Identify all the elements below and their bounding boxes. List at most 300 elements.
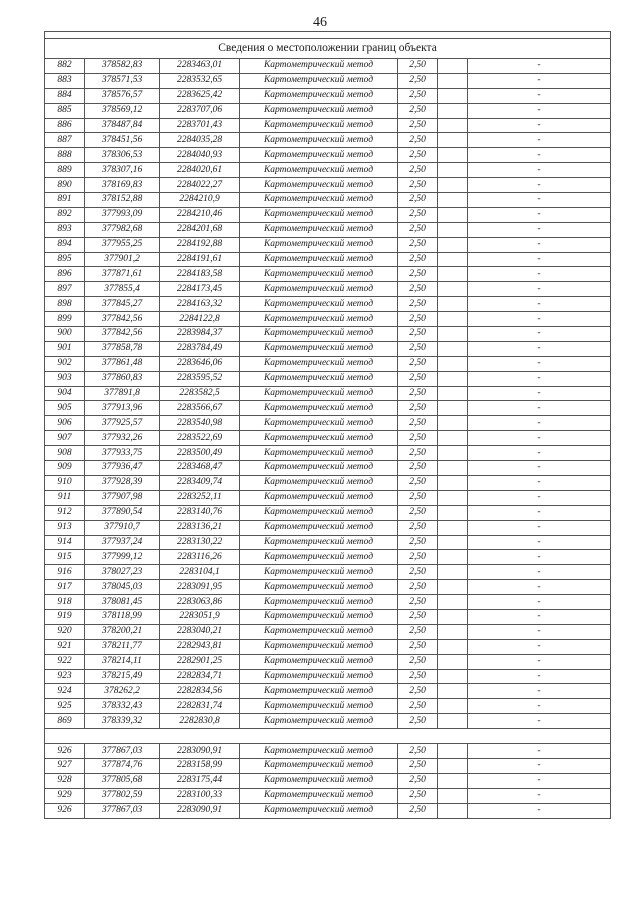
page-number: 46 (313, 15, 327, 30)
method-cell: Картометрический метод (240, 595, 398, 610)
y-coordinate-cell: 2284210,9 (160, 193, 240, 208)
empty-cell (438, 341, 468, 356)
section-separator-row (45, 729, 611, 744)
table-row (45, 252, 611, 267)
note-cell: - (468, 312, 611, 327)
point-number-cell: 918 (45, 595, 85, 610)
method-cell: Картометрический метод (240, 505, 398, 520)
table-row (45, 669, 611, 684)
method-cell: Картометрический метод (240, 416, 398, 431)
note-cell: - (468, 401, 611, 416)
y-coordinate-cell: 2284191,61 (160, 252, 240, 267)
method-cell: Картометрический метод (240, 267, 398, 282)
method-cell: Картометрический метод (240, 73, 398, 88)
empty-cell (438, 639, 468, 654)
note-cell: - (468, 669, 611, 684)
point-number-cell: 904 (45, 386, 85, 401)
note-cell: - (468, 207, 611, 222)
y-coordinate-cell: 2283566,67 (160, 401, 240, 416)
empty-cell (438, 356, 468, 371)
accuracy-cell: 2,50 (398, 118, 438, 133)
method-cell: Картометрический метод (240, 461, 398, 476)
x-coordinate-cell: 377928,39 (85, 475, 160, 490)
x-coordinate-cell: 378200,21 (85, 624, 160, 639)
point-number-cell: 921 (45, 639, 85, 654)
accuracy-cell: 2,50 (398, 505, 438, 520)
point-number-cell: 882 (45, 59, 85, 74)
table-row (45, 148, 611, 163)
x-coordinate-cell: 377891,8 (85, 386, 160, 401)
y-coordinate-cell: 2283707,06 (160, 103, 240, 118)
note-cell: - (468, 461, 611, 476)
empty-cell (438, 624, 468, 639)
point-number-cell: 902 (45, 356, 85, 371)
accuracy-cell: 2,50 (398, 714, 438, 729)
x-coordinate-cell: 378152,88 (85, 193, 160, 208)
empty-cell (438, 446, 468, 461)
empty-cell (438, 133, 468, 148)
note-cell: - (468, 699, 611, 714)
point-number-cell: 906 (45, 416, 85, 431)
point-number-cell: 928 (45, 773, 85, 788)
note-cell: - (468, 595, 611, 610)
y-coordinate-cell: 2282834,71 (160, 669, 240, 684)
y-coordinate-cell: 2282901,25 (160, 654, 240, 669)
table-row (45, 327, 611, 342)
method-cell: Картометрический метод (240, 550, 398, 565)
table-row (45, 639, 611, 654)
empty-cell (438, 327, 468, 342)
x-coordinate-cell: 377867,03 (85, 744, 160, 759)
table-row (45, 699, 611, 714)
empty-cell (438, 520, 468, 535)
x-coordinate-cell: 377993,09 (85, 207, 160, 222)
y-coordinate-cell: 2283100,33 (160, 788, 240, 803)
note-cell: - (468, 252, 611, 267)
empty-cell (438, 163, 468, 178)
point-number-cell: 890 (45, 178, 85, 193)
x-coordinate-cell: 377936,47 (85, 461, 160, 476)
point-number-cell: 898 (45, 297, 85, 312)
x-coordinate-cell: 377860,83 (85, 371, 160, 386)
accuracy-cell: 2,50 (398, 758, 438, 773)
x-coordinate-cell: 377855,4 (85, 282, 160, 297)
x-coordinate-cell: 377925,57 (85, 416, 160, 431)
y-coordinate-cell: 2284020,61 (160, 163, 240, 178)
accuracy-cell: 2,50 (398, 312, 438, 327)
method-cell: Картометрический метод (240, 163, 398, 178)
point-number-cell: 919 (45, 609, 85, 624)
note-cell: - (468, 103, 611, 118)
table-row (45, 73, 611, 88)
table-row (45, 222, 611, 237)
header-spacer-cell (45, 32, 611, 39)
empty-cell (438, 773, 468, 788)
method-cell: Картометрический метод (240, 535, 398, 550)
note-cell: - (468, 88, 611, 103)
point-number-cell: 899 (45, 312, 85, 327)
y-coordinate-cell: 2283116,26 (160, 550, 240, 565)
accuracy-cell: 2,50 (398, 59, 438, 74)
y-coordinate-cell: 2283063,86 (160, 595, 240, 610)
y-coordinate-cell: 2282831,74 (160, 699, 240, 714)
accuracy-cell: 2,50 (398, 595, 438, 610)
note-cell: - (468, 327, 611, 342)
boundary-table (44, 31, 611, 819)
empty-cell (438, 193, 468, 208)
accuracy-cell: 2,50 (398, 371, 438, 386)
accuracy-cell: 2,50 (398, 237, 438, 252)
empty-cell (438, 490, 468, 505)
x-coordinate-cell: 378487,84 (85, 118, 160, 133)
accuracy-cell: 2,50 (398, 744, 438, 759)
empty-cell (438, 73, 468, 88)
accuracy-cell: 2,50 (398, 535, 438, 550)
method-cell: Картометрический метод (240, 297, 398, 312)
method-cell: Картометрический метод (240, 327, 398, 342)
x-coordinate-cell: 377932,26 (85, 431, 160, 446)
accuracy-cell: 2,50 (398, 73, 438, 88)
note-cell: - (468, 193, 611, 208)
empty-cell (438, 416, 468, 431)
y-coordinate-cell: 2283701,43 (160, 118, 240, 133)
x-coordinate-cell: 377871,61 (85, 267, 160, 282)
empty-cell (438, 654, 468, 669)
empty-cell (438, 252, 468, 267)
point-number-cell: 927 (45, 758, 85, 773)
empty-cell (438, 595, 468, 610)
separator-cell (45, 729, 611, 744)
note-cell: - (468, 267, 611, 282)
table-row (45, 550, 611, 565)
note-cell: - (468, 803, 611, 818)
x-coordinate-cell: 378451,56 (85, 133, 160, 148)
point-number-cell: 884 (45, 88, 85, 103)
method-cell: Картометрический метод (240, 386, 398, 401)
note-cell: - (468, 758, 611, 773)
empty-cell (438, 401, 468, 416)
accuracy-cell: 2,50 (398, 803, 438, 818)
note-cell: - (468, 148, 611, 163)
note-cell: - (468, 431, 611, 446)
y-coordinate-cell: 2283468,47 (160, 461, 240, 476)
accuracy-cell: 2,50 (398, 446, 438, 461)
method-cell: Картометрический метод (240, 341, 398, 356)
note-cell: - (468, 341, 611, 356)
x-coordinate-cell: 378027,23 (85, 565, 160, 580)
point-number-cell: 922 (45, 654, 85, 669)
point-number-cell: 869 (45, 714, 85, 729)
table-row (45, 758, 611, 773)
point-number-cell: 905 (45, 401, 85, 416)
y-coordinate-cell: 2282830,8 (160, 714, 240, 729)
table-row (45, 88, 611, 103)
note-cell: - (468, 788, 611, 803)
point-number-cell: 920 (45, 624, 85, 639)
empty-cell (438, 222, 468, 237)
accuracy-cell: 2,50 (398, 490, 438, 505)
note-cell: - (468, 237, 611, 252)
empty-cell (438, 237, 468, 252)
accuracy-cell: 2,50 (398, 699, 438, 714)
method-cell: Картометрический метод (240, 356, 398, 371)
y-coordinate-cell: 2283625,42 (160, 88, 240, 103)
table-row (45, 59, 611, 74)
method-cell: Картометрический метод (240, 624, 398, 639)
method-cell: Картометрический метод (240, 475, 398, 490)
y-coordinate-cell: 2283532,65 (160, 73, 240, 88)
point-number-cell: 883 (45, 73, 85, 88)
table-row (45, 401, 611, 416)
y-coordinate-cell: 2284022,27 (160, 178, 240, 193)
x-coordinate-cell: 378569,12 (85, 103, 160, 118)
method-cell: Картометрический метод (240, 193, 398, 208)
method-cell: Картометрический метод (240, 773, 398, 788)
x-coordinate-cell: 377861,48 (85, 356, 160, 371)
y-coordinate-cell: 2283051,9 (160, 609, 240, 624)
table-row (45, 297, 611, 312)
y-coordinate-cell: 2283040,21 (160, 624, 240, 639)
accuracy-cell: 2,50 (398, 669, 438, 684)
method-cell: Картометрический метод (240, 118, 398, 133)
empty-cell (438, 744, 468, 759)
x-coordinate-cell: 377842,56 (85, 312, 160, 327)
y-coordinate-cell: 2283104,1 (160, 565, 240, 580)
accuracy-cell: 2,50 (398, 222, 438, 237)
empty-cell (438, 609, 468, 624)
method-cell: Картометрический метод (240, 639, 398, 654)
empty-cell (438, 758, 468, 773)
note-cell: - (468, 639, 611, 654)
x-coordinate-cell: 377913,96 (85, 401, 160, 416)
accuracy-cell: 2,50 (398, 565, 438, 580)
note-cell: - (468, 371, 611, 386)
y-coordinate-cell: 2283582,5 (160, 386, 240, 401)
point-number-cell: 908 (45, 446, 85, 461)
accuracy-cell: 2,50 (398, 267, 438, 282)
table-row (45, 237, 611, 252)
accuracy-cell: 2,50 (398, 163, 438, 178)
table-row (45, 341, 611, 356)
x-coordinate-cell: 378215,49 (85, 669, 160, 684)
accuracy-cell: 2,50 (398, 252, 438, 267)
table-row (45, 282, 611, 297)
point-number-cell: 926 (45, 744, 85, 759)
table-row (45, 386, 611, 401)
empty-cell (438, 684, 468, 699)
method-cell: Картометрический метод (240, 744, 398, 759)
table-title-row (45, 39, 611, 59)
x-coordinate-cell: 378081,45 (85, 595, 160, 610)
y-coordinate-cell: 2284173,45 (160, 282, 240, 297)
accuracy-cell: 2,50 (398, 461, 438, 476)
method-cell: Картометрический метод (240, 207, 398, 222)
x-coordinate-cell: 378307,16 (85, 163, 160, 178)
method-cell: Картометрический метод (240, 565, 398, 580)
point-number-cell: 923 (45, 669, 85, 684)
table-row (45, 178, 611, 193)
accuracy-cell: 2,50 (398, 624, 438, 639)
x-coordinate-cell: 377858,78 (85, 341, 160, 356)
y-coordinate-cell: 2283646,06 (160, 356, 240, 371)
x-coordinate-cell: 377802,59 (85, 788, 160, 803)
note-cell: - (468, 714, 611, 729)
x-coordinate-cell: 377907,98 (85, 490, 160, 505)
table-row (45, 773, 611, 788)
table-row (45, 312, 611, 327)
point-number-cell: 897 (45, 282, 85, 297)
x-coordinate-cell: 378582,83 (85, 59, 160, 74)
x-coordinate-cell: 377867,03 (85, 803, 160, 818)
method-cell: Картометрический метод (240, 803, 398, 818)
x-coordinate-cell: 377842,56 (85, 327, 160, 342)
y-coordinate-cell: 2283984,37 (160, 327, 240, 342)
method-cell: Картометрический метод (240, 148, 398, 163)
x-coordinate-cell: 377910,7 (85, 520, 160, 535)
method-cell: Картометрический метод (240, 654, 398, 669)
table-row (45, 193, 611, 208)
x-coordinate-cell: 378118,99 (85, 609, 160, 624)
method-cell: Картометрический метод (240, 699, 398, 714)
empty-cell (438, 59, 468, 74)
table-row (45, 133, 611, 148)
empty-cell (438, 714, 468, 729)
note-cell: - (468, 163, 611, 178)
y-coordinate-cell: 2283463,01 (160, 59, 240, 74)
y-coordinate-cell: 2283158,99 (160, 758, 240, 773)
note-cell: - (468, 565, 611, 580)
table-row (45, 624, 611, 639)
point-number-cell: 901 (45, 341, 85, 356)
method-cell: Картометрический метод (240, 59, 398, 74)
y-coordinate-cell: 2283500,49 (160, 446, 240, 461)
point-number-cell: 913 (45, 520, 85, 535)
y-coordinate-cell: 2283540,98 (160, 416, 240, 431)
point-number-cell: 912 (45, 505, 85, 520)
accuracy-cell: 2,50 (398, 193, 438, 208)
note-cell: - (468, 416, 611, 431)
table-row (45, 595, 611, 610)
note-cell: - (468, 520, 611, 535)
y-coordinate-cell: 2283252,11 (160, 490, 240, 505)
accuracy-cell: 2,50 (398, 103, 438, 118)
method-cell: Картометрический метод (240, 788, 398, 803)
x-coordinate-cell: 377955,25 (85, 237, 160, 252)
note-cell: - (468, 118, 611, 133)
table-row (45, 535, 611, 550)
point-number-cell: 917 (45, 580, 85, 595)
point-number-cell: 887 (45, 133, 85, 148)
table-row (45, 684, 611, 699)
method-cell: Картометрический метод (240, 401, 398, 416)
accuracy-cell: 2,50 (398, 133, 438, 148)
table-row (45, 654, 611, 669)
note-cell: - (468, 535, 611, 550)
point-number-cell: 891 (45, 193, 85, 208)
point-number-cell: 915 (45, 550, 85, 565)
empty-cell (438, 535, 468, 550)
point-number-cell: 900 (45, 327, 85, 342)
table-row (45, 356, 611, 371)
point-number-cell: 886 (45, 118, 85, 133)
x-coordinate-cell: 377982,68 (85, 222, 160, 237)
y-coordinate-cell: 2284040,93 (160, 148, 240, 163)
accuracy-cell: 2,50 (398, 88, 438, 103)
method-cell: Картометрический метод (240, 88, 398, 103)
accuracy-cell: 2,50 (398, 386, 438, 401)
empty-cell (438, 312, 468, 327)
table-row (45, 609, 611, 624)
table-row (45, 446, 611, 461)
method-cell: Картометрический метод (240, 431, 398, 446)
point-number-cell: 924 (45, 684, 85, 699)
empty-cell (438, 207, 468, 222)
x-coordinate-cell: 377937,24 (85, 535, 160, 550)
table-title: Сведения о местоположении границ объекта (45, 39, 611, 59)
x-coordinate-cell: 377933,75 (85, 446, 160, 461)
x-coordinate-cell: 378045,03 (85, 580, 160, 595)
table-row (45, 207, 611, 222)
empty-cell (438, 475, 468, 490)
point-number-cell: 925 (45, 699, 85, 714)
table-row (45, 431, 611, 446)
table-row (45, 118, 611, 133)
y-coordinate-cell: 2282834,56 (160, 684, 240, 699)
accuracy-cell: 2,50 (398, 207, 438, 222)
point-number-cell: 896 (45, 267, 85, 282)
empty-cell (438, 580, 468, 595)
point-number-cell: 889 (45, 163, 85, 178)
empty-cell (438, 803, 468, 818)
x-coordinate-cell: 378332,43 (85, 699, 160, 714)
table-row (45, 475, 611, 490)
x-coordinate-cell: 378306,53 (85, 148, 160, 163)
y-coordinate-cell: 2283595,52 (160, 371, 240, 386)
table-row (45, 490, 611, 505)
table-row (45, 371, 611, 386)
x-coordinate-cell: 378262,2 (85, 684, 160, 699)
accuracy-cell: 2,50 (398, 773, 438, 788)
accuracy-cell: 2,50 (398, 401, 438, 416)
y-coordinate-cell: 2283090,91 (160, 744, 240, 759)
accuracy-cell: 2,50 (398, 431, 438, 446)
note-cell: - (468, 684, 611, 699)
empty-cell (438, 386, 468, 401)
x-coordinate-cell: 378339,32 (85, 714, 160, 729)
y-coordinate-cell: 2283175,44 (160, 773, 240, 788)
note-cell: - (468, 773, 611, 788)
empty-cell (438, 297, 468, 312)
method-cell: Картометрический метод (240, 312, 398, 327)
point-number-cell: 895 (45, 252, 85, 267)
note-cell: - (468, 505, 611, 520)
x-coordinate-cell: 377901,2 (85, 252, 160, 267)
accuracy-cell: 2,50 (398, 148, 438, 163)
method-cell: Картометрический метод (240, 133, 398, 148)
accuracy-cell: 2,50 (398, 580, 438, 595)
y-coordinate-cell: 2283091,95 (160, 580, 240, 595)
accuracy-cell: 2,50 (398, 475, 438, 490)
y-coordinate-cell: 2284163,32 (160, 297, 240, 312)
point-number-cell: 893 (45, 222, 85, 237)
y-coordinate-cell: 2283136,21 (160, 520, 240, 535)
table-row (45, 580, 611, 595)
accuracy-cell: 2,50 (398, 639, 438, 654)
point-number-cell: 911 (45, 490, 85, 505)
x-coordinate-cell: 377845,27 (85, 297, 160, 312)
empty-cell (438, 461, 468, 476)
point-number-cell: 914 (45, 535, 85, 550)
